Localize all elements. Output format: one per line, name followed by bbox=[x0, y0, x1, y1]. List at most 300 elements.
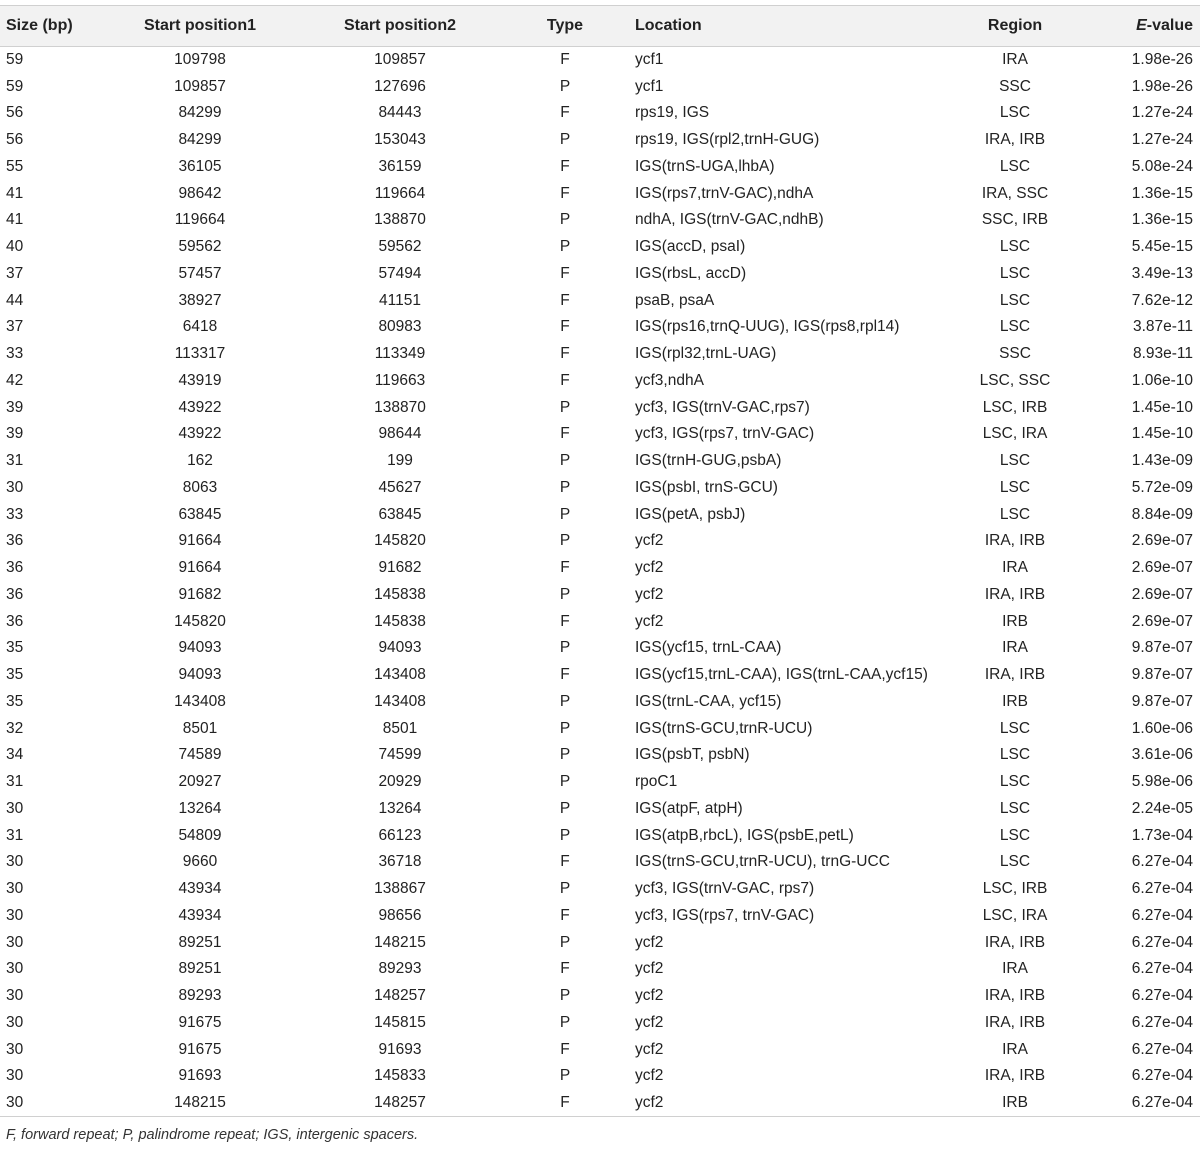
cell-start-position2: 45627 bbox=[378, 478, 422, 496]
cell-start-position1: 57457 bbox=[178, 264, 222, 282]
cell-evalue: 3.49e-13 bbox=[1131, 264, 1193, 282]
cell-region: IRA, IRB bbox=[984, 1013, 1046, 1031]
table-row bbox=[0, 475, 1200, 502]
cell-start-position2: 36718 bbox=[378, 853, 422, 871]
cell-start-position1: 91675 bbox=[178, 1013, 222, 1031]
cell-start-position2: 119663 bbox=[374, 371, 426, 389]
cell-type: P bbox=[559, 1013, 571, 1031]
cell-type: P bbox=[559, 1067, 571, 1085]
cell-size: 35 bbox=[6, 666, 24, 684]
cell-start-position1: 84299 bbox=[178, 131, 222, 149]
table-row bbox=[0, 662, 1200, 689]
cell-start-position2: 91682 bbox=[378, 559, 422, 577]
cell-region: LSC bbox=[999, 719, 1031, 737]
cell-type: P bbox=[559, 585, 571, 603]
cell-type: P bbox=[559, 826, 571, 844]
cell-region: IRA, IRB bbox=[984, 532, 1046, 550]
cell-evalue: 6.27e-04 bbox=[1131, 933, 1193, 951]
header-start-position1: Start position1 bbox=[95, 6, 305, 47]
cell-size: 37 bbox=[6, 318, 24, 336]
cell-location: IGS(ycf15,trnL-CAA), IGS(trnL-CAA,ycf15) bbox=[635, 666, 928, 684]
repeat-table-container bbox=[0, 5, 1200, 1143]
cell-location: IGS(rps16,trnQ-UUG), IGS(rps8,rpl14) bbox=[635, 318, 900, 336]
cell-start-position2: 145820 bbox=[374, 532, 426, 550]
cell-location: IGS(ycf15, trnL-CAA) bbox=[635, 639, 782, 657]
cell-evalue: 8.84e-09 bbox=[1131, 505, 1193, 523]
table-row bbox=[0, 501, 1200, 528]
cell-size: 30 bbox=[6, 906, 24, 924]
header-region: Region bbox=[950, 6, 1080, 47]
cell-type: F bbox=[560, 157, 570, 175]
table-row bbox=[0, 127, 1200, 154]
cell-size: 31 bbox=[6, 773, 24, 791]
cell-evalue: 9.87e-07 bbox=[1131, 639, 1193, 657]
cell-start-position2: 119664 bbox=[374, 184, 426, 202]
cell-evalue: 1.06e-10 bbox=[1131, 371, 1193, 389]
cell-size: 30 bbox=[0, 1090, 95, 1117]
cell-evalue: 1.36e-15 bbox=[1131, 211, 1193, 229]
table-row bbox=[0, 608, 1200, 635]
cell-region: LSC bbox=[999, 826, 1031, 844]
cell-type: F bbox=[560, 318, 570, 336]
table-row bbox=[0, 154, 1200, 181]
cell-start-position2: 59562 bbox=[378, 238, 422, 256]
cell-start-position1: 43922 bbox=[178, 398, 222, 416]
cell-location: IGS(trnS-GCU,trnR-UCU) bbox=[635, 719, 813, 737]
table-row bbox=[0, 849, 1200, 876]
cell-region: IRB bbox=[950, 1090, 1080, 1117]
cell-size: 39 bbox=[6, 425, 24, 443]
cell-size: 59 bbox=[6, 51, 24, 69]
cell-start-position1: 43934 bbox=[178, 906, 222, 924]
cell-size: 42 bbox=[6, 371, 24, 389]
cell-region: LSC, IRB bbox=[982, 398, 1048, 416]
table-row bbox=[0, 822, 1200, 849]
cell-size: 36 bbox=[6, 612, 24, 630]
cell-region: IRA, IRB bbox=[984, 987, 1046, 1005]
cell-start-position2: 41151 bbox=[379, 291, 421, 309]
cell-region: LSC bbox=[999, 799, 1031, 817]
cell-start-position2: 91693 bbox=[378, 1040, 422, 1058]
cell-start-position2: 89293 bbox=[378, 960, 422, 978]
cell-size: 30 bbox=[6, 799, 24, 817]
cell-region: LSC bbox=[999, 505, 1031, 523]
cell-size: 33 bbox=[6, 505, 24, 523]
cell-start-position1: 20927 bbox=[178, 773, 222, 791]
cell-location: IGS(rpl32,trnL-UAG) bbox=[635, 345, 777, 363]
cell-start-position1: 98642 bbox=[178, 184, 222, 202]
table-row bbox=[0, 1010, 1200, 1037]
cell-start-position2: 145838 bbox=[374, 612, 426, 630]
cell-type: P bbox=[559, 452, 571, 470]
cell-location: IGS(rbsL, accD) bbox=[635, 264, 747, 282]
table-header bbox=[0, 6, 1200, 47]
cell-start-position1: 119664 bbox=[174, 211, 226, 229]
cell-start-position2: 145833 bbox=[374, 1067, 426, 1085]
table-row bbox=[0, 528, 1200, 555]
cell-size: 30 bbox=[6, 933, 24, 951]
cell-size: 59 bbox=[6, 77, 24, 95]
cell-region: IRA, IRB bbox=[984, 933, 1046, 951]
cell-evalue: 6.27e-04 bbox=[1131, 987, 1193, 1005]
cell-evalue: 5.72e-09 bbox=[1131, 478, 1193, 496]
cell-size: 35 bbox=[6, 692, 24, 710]
cell-location: IGS(psbI, trnS-GCU) bbox=[635, 478, 778, 496]
cell-start-position1: 162 bbox=[187, 452, 213, 470]
cell-region: IRA, SSC bbox=[981, 184, 1049, 202]
cell-start-position1: 148215 bbox=[95, 1090, 305, 1117]
cell-size: 30 bbox=[6, 478, 24, 496]
cell-start-position1: 89293 bbox=[178, 987, 222, 1005]
cell-start-position2: 153043 bbox=[374, 131, 426, 149]
cell-start-position2: 138867 bbox=[374, 880, 426, 898]
cell-start-position1: 43934 bbox=[178, 880, 222, 898]
cell-start-position2: 199 bbox=[387, 452, 413, 470]
cell-start-position1: 91664 bbox=[178, 532, 222, 550]
cell-type: P bbox=[559, 77, 571, 95]
table-row bbox=[0, 689, 1200, 716]
cell-evalue: 5.08e-24 bbox=[1131, 157, 1193, 175]
cell-evalue: 1.73e-04 bbox=[1131, 826, 1193, 844]
table-row bbox=[0, 582, 1200, 609]
cell-start-position1: 94093 bbox=[178, 639, 222, 657]
cell-start-position2: 94093 bbox=[378, 639, 422, 657]
cell-type: F bbox=[495, 1090, 635, 1117]
cell-size: 30 bbox=[6, 960, 24, 978]
cell-type: F bbox=[560, 264, 570, 282]
cell-location: rps19, IGS bbox=[635, 104, 710, 122]
cell-start-position1: 38927 bbox=[178, 291, 222, 309]
cell-start-position1: 59562 bbox=[178, 238, 222, 256]
table-row bbox=[0, 448, 1200, 475]
header-start-position2: Start position2 bbox=[305, 6, 495, 47]
cell-start-position2: 143408 bbox=[374, 666, 426, 684]
cell-evalue: 7.62e-12 bbox=[1131, 291, 1193, 309]
table-row bbox=[0, 956, 1200, 983]
cell-region: LSC bbox=[999, 291, 1031, 309]
table-footnote: F, forward repeat; P, palindrome repeat; IGS, intergenic spacers. bbox=[6, 1127, 419, 1143]
cell-start-position1: 91693 bbox=[178, 1067, 222, 1085]
cell-region: IRA, IRB bbox=[984, 1067, 1046, 1085]
cell-start-position1: 145820 bbox=[174, 612, 226, 630]
repeat-table bbox=[0, 5, 1200, 1117]
cell-start-position1: 8501 bbox=[182, 719, 218, 737]
cell-location: IGS(atpB,rbcL), IGS(psbE,petL) bbox=[635, 826, 854, 844]
header-evalue bbox=[1080, 6, 1200, 47]
cell-region: LSC, IRB bbox=[982, 880, 1048, 898]
table-row bbox=[0, 47, 1200, 74]
header-size: Size (bp) bbox=[0, 6, 95, 47]
cell-evalue: 1.98e-26 bbox=[1131, 51, 1193, 69]
cell-evalue: 6.27e-04 bbox=[1131, 1067, 1193, 1085]
cell-type: P bbox=[559, 933, 571, 951]
cell-evalue: 6.27e-04 bbox=[1131, 853, 1193, 871]
cell-location: ycf2 bbox=[635, 933, 664, 951]
cell-evalue: 6.27e-04 bbox=[1131, 1040, 1193, 1058]
cell-location: IGS(trnL-CAA, ycf15) bbox=[635, 692, 782, 710]
cell-type: P bbox=[559, 131, 571, 149]
table-row bbox=[0, 368, 1200, 395]
cell-start-position2: 113349 bbox=[374, 345, 426, 363]
header-evalue-italic: E bbox=[1136, 17, 1147, 34]
cell-start-position2: 57494 bbox=[378, 264, 422, 282]
cell-evalue: 2.69e-07 bbox=[1131, 612, 1193, 630]
cell-start-position2: 13264 bbox=[378, 799, 422, 817]
cell-location: ndhA, IGS(trnV-GAC,ndhB) bbox=[635, 211, 824, 229]
cell-location: ycf3, IGS(trnV-GAC,rps7) bbox=[635, 398, 810, 416]
cell-location: ycf3, IGS(trnV-GAC, rps7) bbox=[635, 880, 815, 898]
table-row bbox=[0, 1036, 1200, 1063]
cell-size: 36 bbox=[6, 559, 24, 577]
cell-evalue: 2.24e-05 bbox=[1131, 799, 1193, 817]
cell-type: F bbox=[560, 960, 570, 978]
table-row bbox=[0, 796, 1200, 823]
cell-start-position2: 109857 bbox=[374, 51, 426, 69]
cell-region: IRB bbox=[1002, 612, 1028, 630]
cell-start-position2: 138870 bbox=[374, 211, 426, 229]
cell-region: IRA bbox=[1002, 639, 1028, 657]
cell-size: 44 bbox=[6, 291, 24, 309]
cell-region: IRA, IRB bbox=[984, 666, 1046, 684]
cell-start-position2: 8501 bbox=[382, 719, 418, 737]
cell-location: ycf2 bbox=[635, 1013, 664, 1031]
cell-region: LSC bbox=[999, 157, 1031, 175]
cell-start-position1: 63845 bbox=[178, 505, 222, 523]
cell-start-position1: 143408 bbox=[174, 692, 226, 710]
cell-type: P bbox=[559, 880, 571, 898]
cell-region: IRB bbox=[1002, 692, 1028, 710]
cell-start-position2: 36159 bbox=[378, 157, 422, 175]
table-row bbox=[0, 100, 1200, 127]
cell-evalue: 3.87e-11 bbox=[1132, 318, 1193, 336]
cell-size: 55 bbox=[6, 157, 24, 175]
cell-start-position2: 66123 bbox=[378, 826, 422, 844]
table-row bbox=[0, 180, 1200, 207]
table-row bbox=[0, 983, 1200, 1010]
cell-location: ycf2 bbox=[635, 559, 664, 577]
cell-evalue: 2.69e-07 bbox=[1131, 532, 1193, 550]
cell-evalue: 1.45e-10 bbox=[1131, 425, 1193, 443]
cell-size: 32 bbox=[6, 719, 24, 737]
cell-type: F bbox=[560, 184, 570, 202]
cell-location: ycf2 bbox=[635, 612, 664, 630]
cell-location: ycf1 bbox=[635, 77, 664, 95]
cell-region: LSC bbox=[999, 104, 1031, 122]
cell-evalue: 1.36e-15 bbox=[1131, 184, 1193, 202]
cell-start-position2: 148215 bbox=[374, 933, 426, 951]
cell-start-position1: 91675 bbox=[178, 1040, 222, 1058]
cell-type: F bbox=[560, 612, 570, 630]
cell-location: ycf1 bbox=[635, 51, 664, 69]
cell-start-position1: 89251 bbox=[178, 933, 222, 951]
table-row bbox=[0, 314, 1200, 341]
cell-type: P bbox=[559, 773, 571, 791]
cell-location: ycf2 bbox=[635, 532, 664, 550]
cell-location: ycf3, IGS(rps7, trnV-GAC) bbox=[635, 425, 815, 443]
cell-evalue: 1.27e-24 bbox=[1131, 131, 1193, 149]
table-row bbox=[0, 903, 1200, 930]
cell-location: ycf2 bbox=[635, 987, 664, 1005]
cell-region: IRA, IRB bbox=[984, 131, 1046, 149]
cell-size: 56 bbox=[6, 104, 24, 122]
cell-location: IGS(atpF, atpH) bbox=[635, 799, 743, 817]
cell-evalue: 1.43e-09 bbox=[1131, 452, 1193, 470]
cell-start-position2: 145838 bbox=[374, 585, 426, 603]
cell-region: IRA, IRB bbox=[984, 585, 1046, 603]
cell-type: P bbox=[559, 238, 571, 256]
cell-evalue: 1.98e-26 bbox=[1131, 77, 1193, 95]
cell-type: F bbox=[560, 1040, 570, 1058]
cell-location: ycf3,ndhA bbox=[635, 371, 704, 389]
cell-size: 56 bbox=[6, 131, 24, 149]
cell-start-position2: 84443 bbox=[378, 104, 422, 122]
cell-evalue: 6.27e-04 bbox=[1131, 880, 1193, 898]
cell-location: IGS(accD, psaI) bbox=[635, 238, 746, 256]
cell-location: ycf2 bbox=[635, 960, 664, 978]
table-row bbox=[0, 876, 1200, 903]
cell-location: ycf2 bbox=[635, 1040, 664, 1058]
cell-start-position2: 148257 bbox=[305, 1090, 495, 1117]
cell-type: F bbox=[560, 104, 570, 122]
cell-region: SSC bbox=[999, 77, 1031, 95]
cell-start-position1: 13264 bbox=[178, 799, 222, 817]
cell-evalue: 5.98e-06 bbox=[1131, 773, 1193, 791]
cell-type: F bbox=[560, 291, 570, 309]
cell-evalue: 5.45e-15 bbox=[1131, 238, 1193, 256]
cell-region: LSC bbox=[999, 452, 1031, 470]
cell-start-position2: 74599 bbox=[378, 746, 422, 764]
cell-region: IRA bbox=[1002, 960, 1028, 978]
cell-location: IGS(trnS-UGA,lhbA) bbox=[635, 157, 775, 175]
table-row bbox=[0, 715, 1200, 742]
cell-evalue: 9.87e-07 bbox=[1131, 692, 1193, 710]
cell-size: 31 bbox=[6, 826, 24, 844]
cell-evalue: 9.87e-07 bbox=[1131, 666, 1193, 684]
cell-size: 41 bbox=[6, 211, 24, 229]
cell-evalue: 1.45e-10 bbox=[1131, 398, 1193, 416]
cell-location: IGS(psbT, psbN) bbox=[635, 746, 750, 764]
cell-start-position2: 20929 bbox=[378, 773, 422, 791]
cell-type: F bbox=[560, 666, 570, 684]
cell-start-position2: 98656 bbox=[378, 906, 422, 924]
cell-start-position1: 109857 bbox=[174, 77, 226, 95]
cell-location: IGS(rps7,trnV-GAC),ndhA bbox=[635, 184, 814, 202]
table-row bbox=[0, 73, 1200, 100]
cell-type: F bbox=[560, 371, 570, 389]
cell-start-position2: 148257 bbox=[374, 987, 426, 1005]
cell-size: 36 bbox=[6, 585, 24, 603]
cell-type: P bbox=[559, 505, 571, 523]
cell-size: 37 bbox=[6, 264, 24, 282]
table-row bbox=[0, 207, 1200, 234]
cell-type: F bbox=[560, 853, 570, 871]
cell-region: IRA bbox=[1002, 559, 1028, 577]
cell-start-position1: 8063 bbox=[182, 478, 218, 496]
cell-type: P bbox=[559, 211, 571, 229]
cell-type: F bbox=[560, 906, 570, 924]
cell-location: rps19, IGS(rpl2,trnH-GUG) bbox=[635, 131, 820, 149]
cell-start-position1: 36105 bbox=[178, 157, 222, 175]
header-evalue-suffix: -value bbox=[1146, 17, 1193, 34]
table-row bbox=[0, 287, 1200, 314]
cell-size: 36 bbox=[6, 532, 24, 550]
cell-location: IGS(petA, psbJ) bbox=[635, 505, 746, 523]
cell-type: P bbox=[559, 987, 571, 1005]
cell-type: F bbox=[560, 425, 570, 443]
table-row bbox=[0, 1090, 1200, 1117]
cell-start-position1: 6418 bbox=[182, 318, 218, 336]
cell-evalue: 6.27e-04 bbox=[1131, 1013, 1193, 1031]
cell-region: IRA bbox=[1002, 1040, 1028, 1058]
cell-start-position2: 127696 bbox=[374, 77, 426, 95]
cell-location: IGS(trnH-GUG,psbA) bbox=[635, 452, 782, 470]
cell-start-position2: 80983 bbox=[378, 318, 422, 336]
cell-location: rpoC1 bbox=[635, 773, 678, 791]
cell-type: P bbox=[559, 639, 571, 657]
table-row bbox=[0, 742, 1200, 769]
cell-size: 30 bbox=[6, 853, 24, 871]
table-row bbox=[0, 394, 1200, 421]
cell-type: P bbox=[559, 719, 571, 737]
cell-type: P bbox=[559, 398, 571, 416]
cell-size: 40 bbox=[6, 238, 24, 256]
cell-start-position1: 74589 bbox=[178, 746, 222, 764]
cell-evalue: 6.27e-04 bbox=[1131, 960, 1193, 978]
cell-start-position1: 54809 bbox=[178, 826, 222, 844]
cell-evalue: 2.69e-07 bbox=[1131, 585, 1193, 603]
cell-size: 30 bbox=[6, 880, 24, 898]
cell-location: ycf2 bbox=[635, 1067, 664, 1085]
cell-start-position1: 113317 bbox=[174, 345, 226, 363]
cell-region: SSC, IRB bbox=[981, 211, 1049, 229]
cell-size: 39 bbox=[6, 398, 24, 416]
cell-evalue: 6.27e-04 bbox=[1080, 1090, 1200, 1117]
cell-region: LSC, IRA bbox=[982, 906, 1048, 924]
cell-start-position2: 143408 bbox=[374, 692, 426, 710]
table-row bbox=[0, 769, 1200, 796]
cell-size: 34 bbox=[6, 746, 24, 764]
cell-region: IRA bbox=[1002, 51, 1028, 69]
cell-region: LSC, SSC bbox=[979, 371, 1051, 389]
cell-start-position1: 84299 bbox=[178, 104, 222, 122]
table-row bbox=[0, 261, 1200, 288]
cell-region: LSC bbox=[999, 238, 1031, 256]
cell-size: 33 bbox=[6, 345, 24, 363]
cell-start-position1: 89251 bbox=[178, 960, 222, 978]
cell-location: ycf2 bbox=[635, 585, 664, 603]
cell-region: LSC bbox=[999, 746, 1031, 764]
cell-size: 30 bbox=[6, 1067, 24, 1085]
table-body bbox=[0, 47, 1200, 1117]
cell-size: 31 bbox=[6, 452, 24, 470]
table-row bbox=[0, 929, 1200, 956]
table-row bbox=[0, 1063, 1200, 1090]
cell-start-position2: 145815 bbox=[374, 1013, 426, 1031]
cell-start-position1: 91664 bbox=[178, 559, 222, 577]
cell-size: 41 bbox=[6, 184, 24, 202]
cell-type: F bbox=[560, 345, 570, 363]
table-row bbox=[0, 234, 1200, 261]
cell-evalue: 6.27e-04 bbox=[1131, 906, 1193, 924]
cell-evalue: 8.93e-11 bbox=[1132, 345, 1193, 363]
cell-size: 30 bbox=[6, 987, 24, 1005]
cell-start-position2: 63845 bbox=[378, 505, 422, 523]
cell-start-position1: 9660 bbox=[182, 853, 218, 871]
cell-start-position1: 43919 bbox=[178, 371, 222, 389]
cell-location: ycf2 bbox=[635, 1090, 950, 1117]
cell-start-position1: 91682 bbox=[178, 585, 222, 603]
cell-start-position1: 109798 bbox=[174, 51, 226, 69]
